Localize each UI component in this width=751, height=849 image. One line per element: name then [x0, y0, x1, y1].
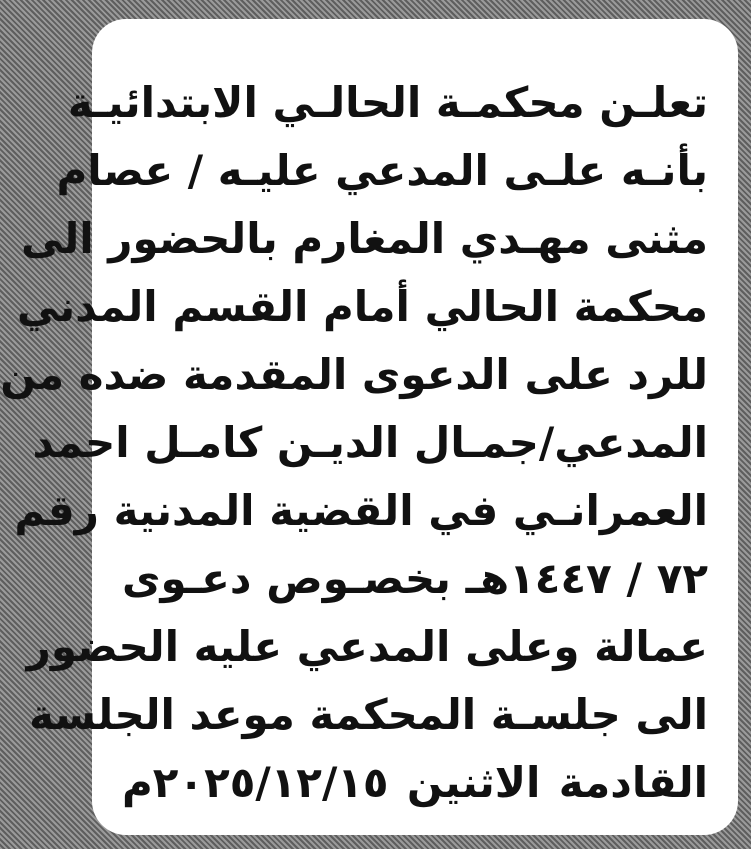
notice-line-10: الى جلسـة المحكمة موعد الجلسة — [29, 690, 708, 739]
notice-line-4: محكمة الحالي أمام القسم المدني — [16, 282, 708, 331]
notice-body — [0, 69, 708, 817]
notice-line-2: بأنـه علـى المدعي عليـه / عصام — [56, 146, 708, 195]
notice-line-7: العمرانـي في القضية المدنية رقم — [14, 486, 708, 535]
notice-line-8: ٧٢ / ١٤٤٧هـ بخصـوص دعـوى — [122, 554, 708, 603]
notice-line-9: عمالة وعلى المدعي عليه الحضور — [26, 622, 708, 671]
notice-card — [0, 19, 738, 835]
notice-line-6: المدعي/جمـال الديـن كامـل احمد — [32, 418, 708, 467]
notice-line-5: للرد على الدعوى المقدمة ضده من — [0, 350, 708, 399]
notice-line-11: القادمة الاثنين ٢٠٢٥/١٢/١٥م — [122, 758, 708, 807]
notice-line-1: تعلـن محكمـة الحالـي الابتدائيـة — [67, 78, 708, 127]
notice-line-3: مثنى مهـدي المغارم بالحضور الى — [20, 214, 708, 263]
